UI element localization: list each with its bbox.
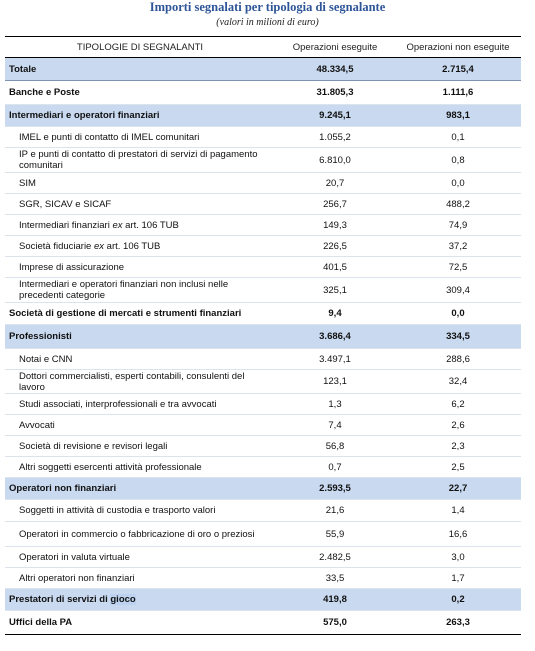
row-not-executed: 1.111,6	[442, 87, 474, 98]
row-executed: 149,3	[323, 219, 347, 231]
row-executed: 9.245,1	[319, 110, 351, 121]
row-executed: 226,5	[323, 240, 347, 252]
table-row	[5, 522, 521, 547]
row-label: SIM	[19, 177, 36, 189]
row-label: Banche e Poste	[9, 87, 80, 98]
row-executed: 401,5	[323, 261, 347, 273]
table-row	[5, 436, 521, 457]
row-label: Società di gestione di mercati e strumenti finanziari	[9, 308, 242, 319]
table-row	[5, 394, 521, 415]
table-header	[5, 37, 521, 58]
table-row-group	[5, 589, 521, 611]
row-executed: 325,1	[323, 284, 347, 296]
row-label: Operatori in valuta virtuale	[19, 551, 130, 563]
row-label: Altri operatori non finanziari	[19, 572, 135, 584]
table-row-total	[5, 58, 521, 81]
table-row	[5, 148, 521, 173]
table-row	[5, 257, 521, 278]
row-not-executed: 2,5	[451, 461, 465, 473]
header-not-executed: Operazioni non eseguite	[406, 41, 510, 53]
row-executed: 48.334,5	[316, 63, 354, 75]
row-label: IMEL e punti di contatto di IMEL comunitari	[19, 131, 200, 143]
header-executed: Operazioni eseguite	[292, 41, 378, 53]
row-executed: 2.482,5	[319, 551, 351, 563]
row-not-executed: 0,2	[451, 594, 465, 605]
row-label-text: art. 106 TUB	[104, 240, 161, 252]
row-executed: 56,8	[325, 440, 345, 452]
table-row-group	[5, 478, 521, 500]
table-row	[5, 127, 521, 148]
row-executed: 123,1	[323, 376, 347, 387]
row-label-highlight: gioco	[110, 594, 136, 605]
row-not-executed: 16,6	[448, 528, 468, 540]
row-not-executed: 3,0	[451, 551, 465, 563]
row-not-executed: 72,5	[448, 261, 468, 273]
table-subtitle: (valori in milioni di euro)	[216, 17, 319, 28]
row-executed: 31.805,3	[316, 87, 354, 98]
row-not-executed: 0,0	[451, 177, 465, 189]
table-row	[5, 370, 521, 394]
row-not-executed: 6,2	[451, 398, 465, 410]
row-label: SGR, SICAV e SICAF	[19, 198, 112, 210]
row-label: Imprese di assicurazione	[19, 261, 125, 273]
row-not-executed: 22,7	[448, 483, 468, 494]
table-row	[5, 415, 521, 436]
table-row	[5, 568, 521, 589]
table-row-group	[5, 611, 521, 635]
row-executed: 55,9	[325, 528, 345, 540]
row-not-executed: 32,4	[448, 376, 468, 387]
table-row	[5, 236, 521, 257]
row-not-executed: 0,8	[451, 154, 465, 166]
row-not-executed: 0,1	[451, 131, 465, 143]
table-row	[5, 194, 521, 215]
row-executed: 21,6	[325, 505, 345, 516]
row-not-executed: 2.715,4	[442, 63, 474, 75]
row-not-executed: 0,0	[451, 308, 465, 319]
row-executed: 20,7	[325, 177, 345, 189]
table-row	[5, 81, 521, 105]
row-label: Studi associati, interprofessionali e tra avvocati	[19, 398, 217, 410]
row-executed: 9,4	[328, 308, 342, 319]
row-executed: 256,7	[323, 198, 347, 210]
row-executed: 7,4	[328, 419, 342, 431]
row-label: Professionisti	[9, 331, 72, 342]
row-not-executed: 2,3	[451, 440, 465, 452]
row-not-executed: 37,2	[448, 240, 468, 252]
row-executed: 419,8	[323, 594, 347, 605]
row-label-emphasis: ex	[112, 219, 123, 231]
row-not-executed: 1,4	[451, 505, 465, 516]
row-label: Dottori commercialisti, esperti contabili, consulenti del lavoro	[19, 370, 245, 393]
table-title: Importi segnalati per tipologia di segnalante	[149, 0, 386, 14]
row-executed: 1.055,2	[319, 131, 351, 143]
table-row	[5, 215, 521, 236]
table-row-group	[5, 325, 521, 349]
row-not-executed: 309,4	[446, 284, 470, 296]
row-label	[5, 220, 275, 231]
row-executed: 575,0	[323, 617, 347, 628]
row-label-text: Società fiduciarie	[19, 240, 94, 252]
table-row-group	[5, 303, 521, 325]
table-row	[5, 547, 521, 568]
row-label: Intermediari e operatori finanziari	[9, 110, 160, 121]
table-row	[5, 278, 521, 303]
row-not-executed: 288,6	[446, 353, 470, 365]
row-label: Operatori non finanziari	[9, 483, 117, 494]
row-label: Uffici della PA	[9, 617, 73, 628]
table-row-group	[5, 105, 521, 127]
row-executed: 1,3	[328, 398, 342, 410]
row-executed: 33,5	[325, 572, 345, 584]
row-not-executed: 1,7	[451, 572, 465, 584]
row-executed: 3.686,4	[319, 331, 351, 342]
row-label: Avvocati	[19, 419, 55, 431]
table-row	[5, 500, 521, 522]
row-label: Notai e CNN	[19, 353, 73, 365]
row-executed: 6.810,0	[319, 154, 351, 166]
row-label: Intermediari e operatori finanziari non inclusi nelle precedenti categorie	[19, 279, 229, 301]
row-label-text: Prestatori di servizi di	[9, 594, 111, 605]
row-not-executed: 74,9	[448, 219, 468, 231]
row-label: Totale	[9, 63, 37, 75]
row-not-executed: 2,6	[451, 419, 465, 431]
table-row	[5, 349, 521, 370]
row-executed: 0,7	[328, 461, 342, 473]
row-label-text: art. 106 TUB	[122, 219, 179, 231]
row-executed: 3.497,1	[319, 353, 351, 365]
row-not-executed: 488,2	[446, 198, 470, 210]
table-row	[5, 173, 521, 194]
header-type: TIPOLOGIE DI SEGNALANTI	[76, 41, 204, 53]
row-label-text: Intermediari finanziari	[19, 219, 113, 231]
row-not-executed: 263,3	[446, 617, 470, 628]
row-label	[5, 594, 275, 605]
row-not-executed: 334,5	[446, 331, 470, 342]
row-executed: 2.593,5	[319, 483, 351, 494]
row-label: Soggetti in attività di custodia e trasporto valori	[19, 505, 216, 516]
row-label: Operatori in commercio o fabbricazione di oro o preziosi	[19, 528, 255, 540]
row-label: Altri soggetti esercenti attività professionale	[19, 461, 202, 473]
reports-table	[5, 36, 521, 635]
row-label	[5, 241, 275, 252]
row-label: Società di revisione e revisori legali	[19, 440, 168, 452]
row-label-emphasis: ex	[93, 240, 105, 252]
row-label: IP e punti di contatto di prestatori di servizi di pagamento comunitari	[19, 149, 258, 171]
table-row	[5, 457, 521, 478]
row-not-executed: 983,1	[446, 110, 470, 121]
